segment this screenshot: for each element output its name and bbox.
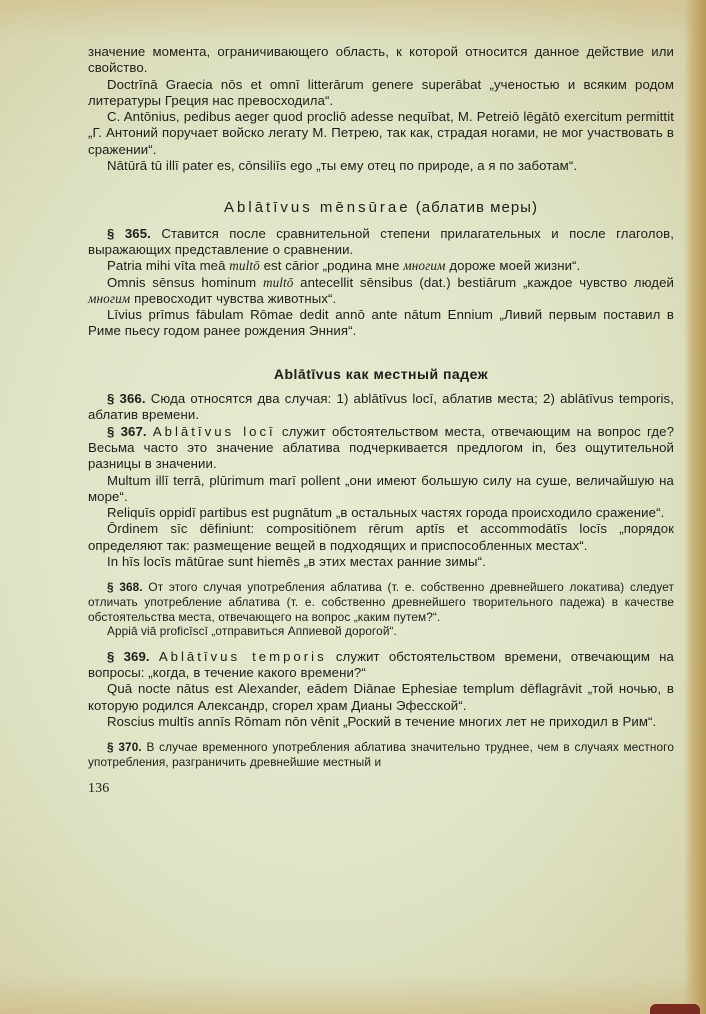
- heading-russian: (аблатив меры): [415, 199, 538, 217]
- section-term: Ablātīvus locī: [152, 423, 276, 439]
- section-369: [88, 649, 674, 682]
- example-roscius: Roscius multīs annīs Rōmam nōn vēnit „Роский в течение многих лет не приходил в Рим“.: [107, 713, 657, 729]
- emphasis: многим: [403, 258, 446, 274]
- section-text: служит обстоятельством времени, отвечающим на вопросы: „когда, в течение какого времени?“: [88, 648, 674, 680]
- example-appia: Appiā viā proficīscī „отправиться Аппиевой дорогой“.: [107, 624, 397, 639]
- emphasis: multō: [262, 274, 294, 290]
- example-ordinem: Ōrdinem sīc dēfiniunt: compositiōnem rērum aptīs et accommodātīs locīs „порядок определяют так: размещение вещей в подходящих и приспособленных местах“.: [88, 521, 674, 553]
- page-bottom-shading: [0, 974, 706, 1014]
- book-spine-edge: [684, 0, 706, 1014]
- section-text: Сюда относятся два случая: 1) ablātīvus locī, аблатив места; 2) ablātīvus temporis, аблатив времени.: [88, 391, 674, 423]
- text: Patria mihi vīta meā: [107, 258, 230, 274]
- section-370: [88, 740, 674, 769]
- section-number: § 365.: [107, 225, 151, 241]
- heading-latin: Ablātīvus mēnsūrae: [224, 199, 411, 217]
- example-qua-nocte: Quā nocte nātus est Alexander, eādem Diānae Ephesiae templum dēflagrāvit „той ночью, в которую родился Александр, сгорел храм Дианы Эфесской“.: [88, 681, 674, 713]
- section-text: От этого случая употребления аблатива (т. е. собственно древнейшего локатива) следует отличать употребление аблатива (т. е. собственно древнейшего творительного падежа) в качестве обстоятельства места, отвечающего на вопрос „каким путем?“.: [88, 580, 674, 624]
- section-number: § 366.: [107, 391, 146, 407]
- section-number: § 369.: [107, 648, 150, 664]
- emphasis: multō: [229, 258, 260, 274]
- page-corner-mark: [650, 1004, 700, 1014]
- section-365: [88, 226, 674, 259]
- section-368: [88, 580, 674, 624]
- section-number: § 367.: [107, 423, 147, 439]
- text: дороже моей жизни“.: [445, 258, 581, 274]
- example-doctrina: Doctrīnā Graecia nōs et omnī litterārum genere superābat „ученостью и всяким родом литературы Греция нас превосходила“.: [88, 76, 674, 108]
- section-text: служит обстоятельством места, отвечающим на вопрос где? Весьма часто это значение аблатива подчеркивается предлогом in, без ощутительной разницы в значении.: [88, 423, 674, 472]
- section-number: § 368.: [107, 580, 143, 595]
- section-number: § 370.: [107, 740, 142, 755]
- text: antecellit sēnsibus (dat.) bestiārum „каждое чувство людей: [293, 274, 674, 290]
- section-366: [88, 391, 674, 424]
- emphasis: многим: [88, 290, 131, 306]
- example-omnis: [88, 275, 674, 308]
- section-367: [88, 424, 674, 473]
- section-text: Ставится после сравнительной степени прилагательных и после глаголов, выражающих представление о сравнении.: [88, 225, 675, 257]
- book-page: [88, 44, 674, 798]
- example-natura: Nātūrā tū illī pater es, cōnsiliīs ego „ты ему отец по природе, а я по заботам“.: [107, 158, 578, 174]
- example-antonius: C. Antōnius, pedibus aeger quod procliō adesse nequībat, M. Petreiō lēgātō exercitum permittit „Г. Антоний поручает войско легату М. Петрею, так как, страдая ногами, не мог участвовать в сражении“.: [88, 109, 674, 157]
- section-text: В случае временного употребления аблатива значительно труднее, чем в случаях местного употребления, разграничить древнейшие местный и: [88, 740, 674, 769]
- text: Omnis sēnsus hominum: [107, 274, 263, 290]
- page-number: 136: [88, 781, 110, 797]
- example-patria: [88, 258, 674, 274]
- example-in-his-locis: In hīs locīs mātūrae sunt hiemēs „в этих местах ранние зимы“.: [107, 554, 486, 570]
- text: превосходит чувства животных“.: [130, 290, 337, 306]
- example-multum: Multum illī terrā, plūrimum marī pollent „они имеют большую силу на суше, величайшую на море“.: [88, 472, 674, 504]
- example-livius: Līvius prīmus fābulam Rōmae dedit annō ante nātum Ennium „Ливий первым поставил в Риме пьесу годом ранее рождения Энния“.: [88, 307, 674, 339]
- section-term: Ablātīvus temporis: [158, 648, 327, 664]
- example-reliquis: Reliquīs oppidī partibus est pugnātum „в остальных частях города происходило сражение“.: [107, 505, 665, 521]
- paragraph-continuation: значение момента, ограничивающего область, к которой относится данное действие или свойство.: [88, 44, 674, 76]
- text: est cārior „родина мне: [259, 258, 404, 274]
- page-top-shading: [0, 0, 706, 40]
- heading-ablativus-locative: Ablātīvus как местный падеж: [273, 365, 489, 382]
- heading-ablativus-mensurae: [88, 200, 674, 216]
